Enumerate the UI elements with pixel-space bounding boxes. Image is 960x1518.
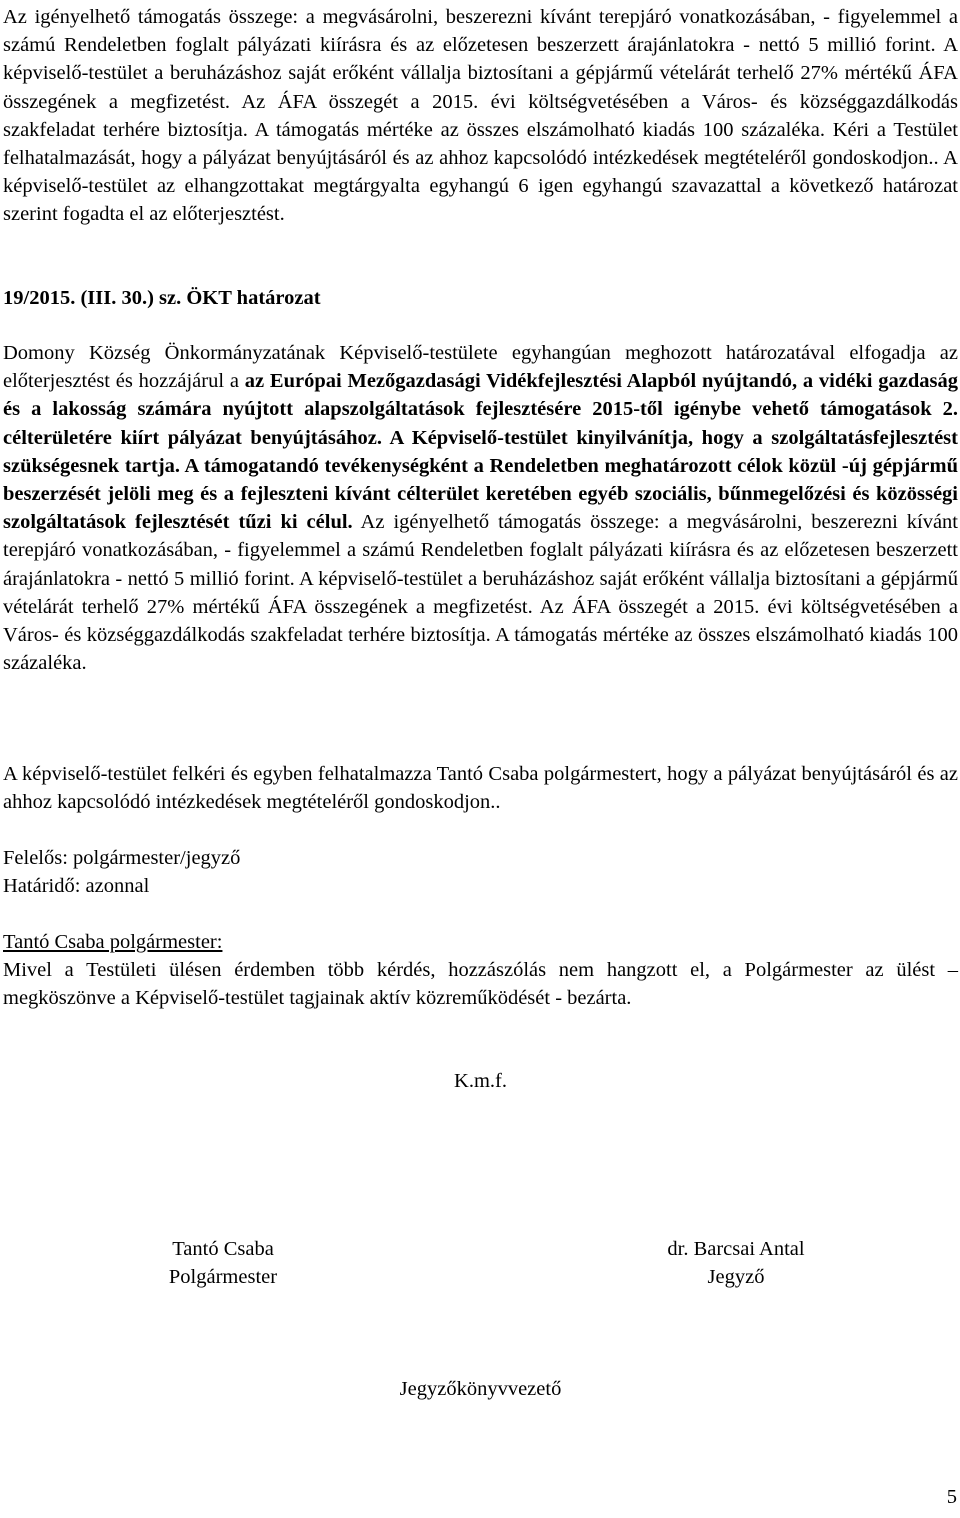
resolution-rest-text: Az igényelhető támogatás összege: a megvásárolni, beszerezni kívánt terepjáró vonatkozásában, - figyelemmel a számú Rendeletben foglalt pályázati kiírásra és az előzetesen beszerzett árajánlatokra - nettó 5 millió forint. A képviselő-testület a beruházáshoz saját erőként vállalja biztosítani a gépjármű vételárát terhelő 27% mértékű ÁFA összegének a megfizetést. Az ÁFA összegét a 2015. évi költségvetésében a Város- és községgazdálkodás szakfeladat terhére biztosítja. A támogatás mértéke az összes elszámolható kiadás 100 százaléka. <box>3 511 959 675</box>
signature-notary-name: dr. Barcsai Antal <box>667 1238 805 1260</box>
resolution-title-text: 19/2015. (III. 30.) sz. ÖKT határozat <box>3 287 321 309</box>
signature-mayor-name: Tantó Csaba <box>172 1238 274 1260</box>
paragraph-resolution <box>3 339 958 677</box>
paragraph-support-amount <box>3 3 958 229</box>
deadline-line: Határidő: azonnal <box>3 875 150 897</box>
resolution-plain-text: Domony Község Önkormányzatának Képviselő-testülete egyhangúan meghozott határozatával elfogadja az előterjesztést és hozzájárul a <box>3 342 958 393</box>
paragraph-support-amount-a: Az igényelhető támogatás összege: a megvásárolni, beszerezni kívánt terepjáró vonatkozásában, - figyelemmel a számú Rendeletben foglalt pályázati kiírásra és az előzetesen beszerzett árajánlatokra - nettó 5 millió forint. <box>3 6 958 57</box>
signature-notary-title: Jegyző <box>707 1266 765 1289</box>
signature-mayor-title: Polgármester <box>168 1266 278 1289</box>
mayor-heading <box>3 928 958 956</box>
paragraph-support-amount-b: A képviselő-testület a beruházáshoz saját erőként vállalja biztosítani a gépjármű vételárát terhelő 27% mértékű ÁFA összegének a megfizetést. Az ÁFA összegét a 2015. évi költségvetésében a Város- és községgazdálkodás szakfeladat terhére biztosítja. A támogatás mértéke az összes elszámolható kiadás 100 százaléka. Kéri a Testület felhatalmazását, hogy a pályázat benyújtásáról és az ahhoz kapcsolódó intézkedések megtételéről gondoskodjon.. A képviselő-testület az elhangzottakat megtárgyalta egyhangú 6 igen egyhangú szavazattal a következő határozat szerint fogadta el az előterjesztést. <box>3 34 958 226</box>
responsible-line: Felelős: polgármester/jegyző <box>3 847 241 869</box>
signature-recorder: Jegyzőkönyvvezető <box>399 1378 562 1400</box>
page-number: 5 <box>946 1486 957 1508</box>
kmf: K.m.f. <box>454 1070 507 1092</box>
resolution-title <box>3 284 958 312</box>
closing-paragraph: Mivel a Testületi ülésen érdemben több kérdés, hozzászólás nem hangzott el, a Polgármester az ülést – megköszönve a Képviselő-testület tagjainak aktív közreműködését - bezárta. <box>3 959 958 1010</box>
paragraph-authorization: A képviselő-testület felkéri és egyben felhatalmazza Tantó Csaba polgármestert, hogy a pályázat benyújtásáról és az ahhoz kapcsolódó intézkedések megtételéről gondoskodjon.. <box>3 763 958 814</box>
resolution-bold-text: az Európai Mezőgazdasági Vidékfejlesztési Alapból nyújtandó, a vidéki gazdaság és a lakosság számára nyújtott alapszolgáltatások fejlesztésére 2015-től igénybe vehető támogatások 2. célterületére kiírt pályázat benyújtásához. A Képviselő-testület kinyilvánítja, hogy a szolgáltatásfejlesztést szükségesnek tartja. A támogatandó tevékenységként a Rendeletben meghatározott célok közül -új gépjármű beszerzését jelöli meg és a fejleszteni kívánt célterület keretében egyéb szociális, bűnmegelőzési és közösségi szolgáltatások fejlesztését tűzi ki célul. <box>3 370 958 534</box>
mayor-heading-text: Tantó Csaba polgármester: <box>3 931 223 953</box>
signature-mayor <box>73 1235 373 1291</box>
signature-notary <box>586 1235 886 1291</box>
